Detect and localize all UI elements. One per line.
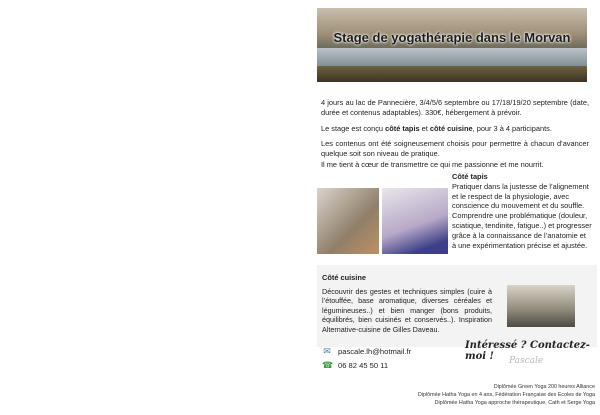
cote-tapis-text: Pratiquer dans la justesse de l’alignement et le respect de la physiologie, avec conscience du mouvement et du souffle. Comprendre une problématique (douleur, sciatique, tendinite, fatigue..) et progresser grâce à la connaissance de l’anatomie et à une expérimentation précise et ajustée. [452,181,592,250]
cote-cuisine-title: Côté cuisine [322,273,366,282]
intro-passion: Il me tient à cœur de transmettre ce qui me passionne et me nourrit. [321,160,544,169]
cooking-jars-photo [507,285,575,327]
intro-concept-prefix: Le stage est conçu [321,124,386,133]
lake-water [317,48,587,68]
phone-text[interactable]: 06 82 45 50 11 [338,360,389,370]
diploma-line: Diplômée Green Yoga 200 heures Alliance [493,384,595,390]
intro-dates: 4 jours au lac de Pannecière, 3/4/5/6 septembre ou 17/18/19/20 septembre (date, durée et contenus adaptables). 330€, hébergement à prévoir. [321,98,589,117]
phone-icon: ☎ [322,360,334,370]
yoga-photo-seated [317,188,379,254]
intro-concept-cuisine: côté cuisine [429,124,473,133]
cote-cuisine-text: Découvrir des gestes et techniques simples (cuire à l’étouffée, base aromatique, diverses céréales et légumineuses..) et bien manger (bons produits, équilibrés, bien cuisinés et conservés..). Inspiration Alternative-cuisine de Gilles Daveau. [322,287,492,334]
intro-contents: Les contenus ont été soigneusement choisis pour permettre à chacun d’avancer quelque soit son niveau de pratique. [321,139,589,158]
envelope-icon: ✉ [323,346,331,356]
intro-concept-suffix: , pour 3 à 4 participants. [472,124,552,133]
diploma-line: Diplômée Hatha Yoga en 4 ans, Fédération Française des Ecoles de Yoga [417,392,595,398]
lake-shore [317,66,587,82]
contact-email[interactable] [322,346,411,356]
cote-tapis-title: Côté tapis [452,172,488,181]
intro-concept-mid: et [419,124,430,133]
banner-lake-image [317,8,587,82]
signature: Pascale [509,356,544,366]
intro-concept [321,124,589,134]
yoga-photo-mat [382,188,448,254]
cote-tapis-section [452,172,592,250]
flyer [317,0,600,415]
intro-concept-tapis: côté tapis [385,124,420,133]
email-text[interactable]: pascale.lh@hotmail.fr [338,346,412,356]
diploma-line: Diplômée Hatha Yoga approche thérapeutique, Cath et Serge Yoga [434,400,595,406]
call-to-action: Intéressé ? Contactez-moi ! [465,340,590,362]
contact-phone[interactable] [322,360,388,370]
flyer-title: Stage de yogathérapie dans le Morvan [333,30,571,45]
